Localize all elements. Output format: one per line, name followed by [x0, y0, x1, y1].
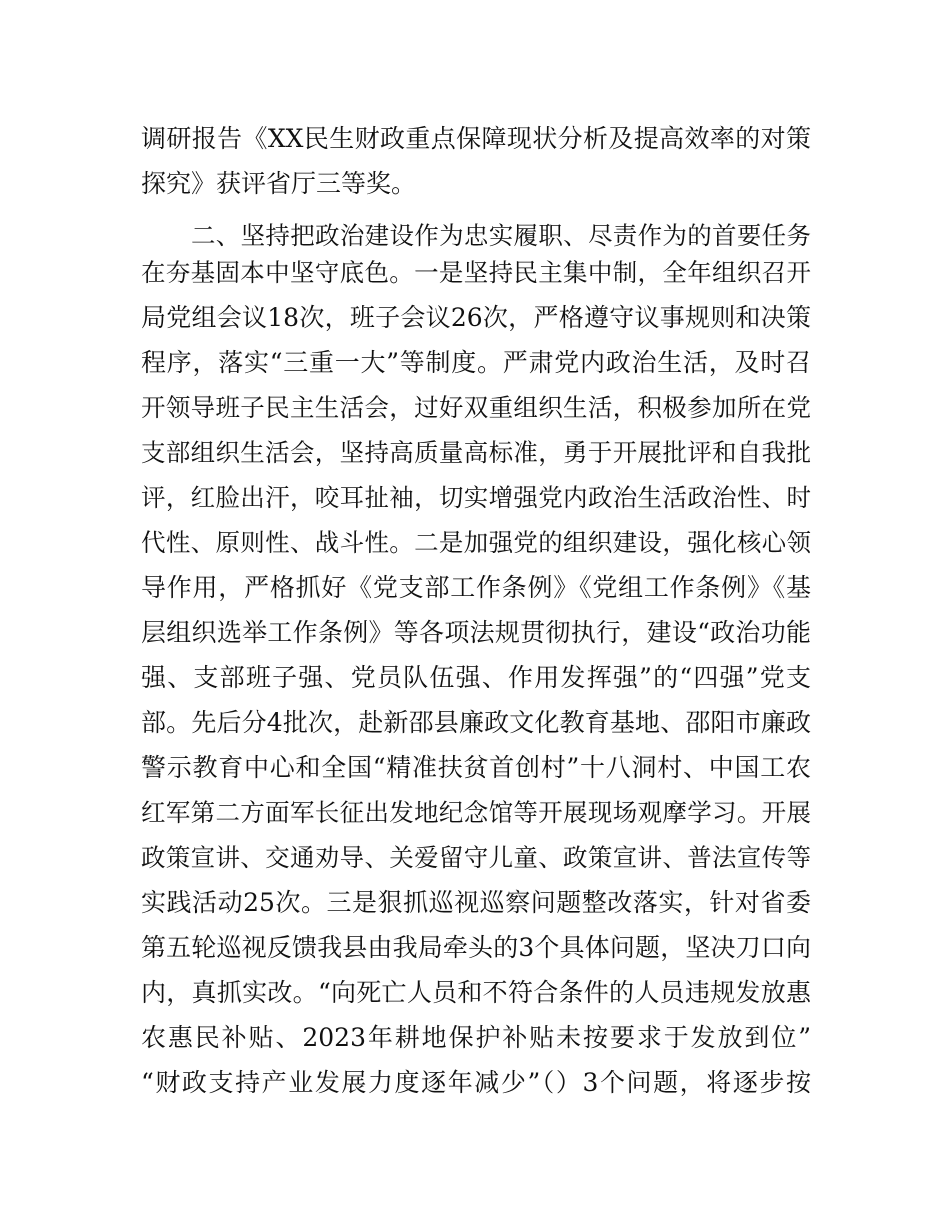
paragraph-line: 内，真抓实改。“向死亡人员和不符合条件的人员违规发放惠: [141, 978, 811, 1007]
paragraph-line: 导作用，严格抓好《党支部工作条例》《党组工作条例》《基: [141, 573, 811, 602]
paragraph-line: 评，红脸出汗，咬耳扯袖，切实增强党内政治生活政治性、时: [141, 483, 811, 512]
paragraph-line: 部。先后分4批次，赴新邵县廉政文化教育基地、邵阳市廉政: [141, 708, 811, 737]
paragraph-line: 在夯基固本中坚守底色。一是坚持民主集中制，全年组织召开: [141, 258, 811, 287]
paragraph-line: 红军第二方面军长征出发地纪念馆等开展现场观摩学习。开展: [141, 798, 811, 827]
paragraph-line: 代性、原则性、战斗性。二是加强党的组织建设，强化核心领: [141, 528, 811, 557]
paragraph-line: 调研报告《XX民生财政重点保障现状分析及提高效率的对策: [141, 124, 811, 153]
paragraph-line: 程序，落实“三重一大”等制度。严肃党内政治生活，及时召: [141, 348, 811, 377]
paragraph-line: 层组织选举工作条例》等各项法规贯彻执行，建设“政治功能: [141, 618, 811, 647]
paragraph-line: 二、坚持把政治建设作为忠实履职、尽责作为的首要任务: [191, 221, 811, 250]
paragraph-line: 实践活动25次。三是狠抓巡视巡察问题整改落实，针对省委: [141, 888, 811, 917]
paragraph-line: 强、支部班子强、党员队伍强、作用发挥强”的“四强”党支: [141, 663, 811, 692]
paragraph-line: “财政支持产业发展力度逐年减少”（）3个问题，将逐步按: [141, 1068, 811, 1097]
paragraph-line: 探究》获评省厅三等奖。: [141, 169, 417, 198]
paragraph-line: 农惠民补贴、2023年耕地保护补贴未按要求于发放到位”: [141, 1023, 811, 1052]
paragraph-line: 政策宣讲、交通劝导、关爱留守儿童、政策宣讲、普法宣传等: [141, 843, 811, 872]
paragraph-line: 警示教育中心和全国“精准扶贫首创村”十八洞村、中国工农: [141, 753, 811, 782]
paragraph-line: 局党组会议18次，班子会议26次，严格遵守议事规则和决策: [141, 303, 811, 332]
paragraph-line: 开领导班子民主生活会，过好双重组织生活，积极参加所在党: [141, 393, 811, 422]
paragraph-line: 支部组织生活会，坚持高质量高标准，勇于开展批评和自我批: [141, 438, 811, 467]
paragraph-line: 第五轮巡视反馈我县由我局牵头的3个具体问题，坚决刀口向: [141, 933, 811, 962]
